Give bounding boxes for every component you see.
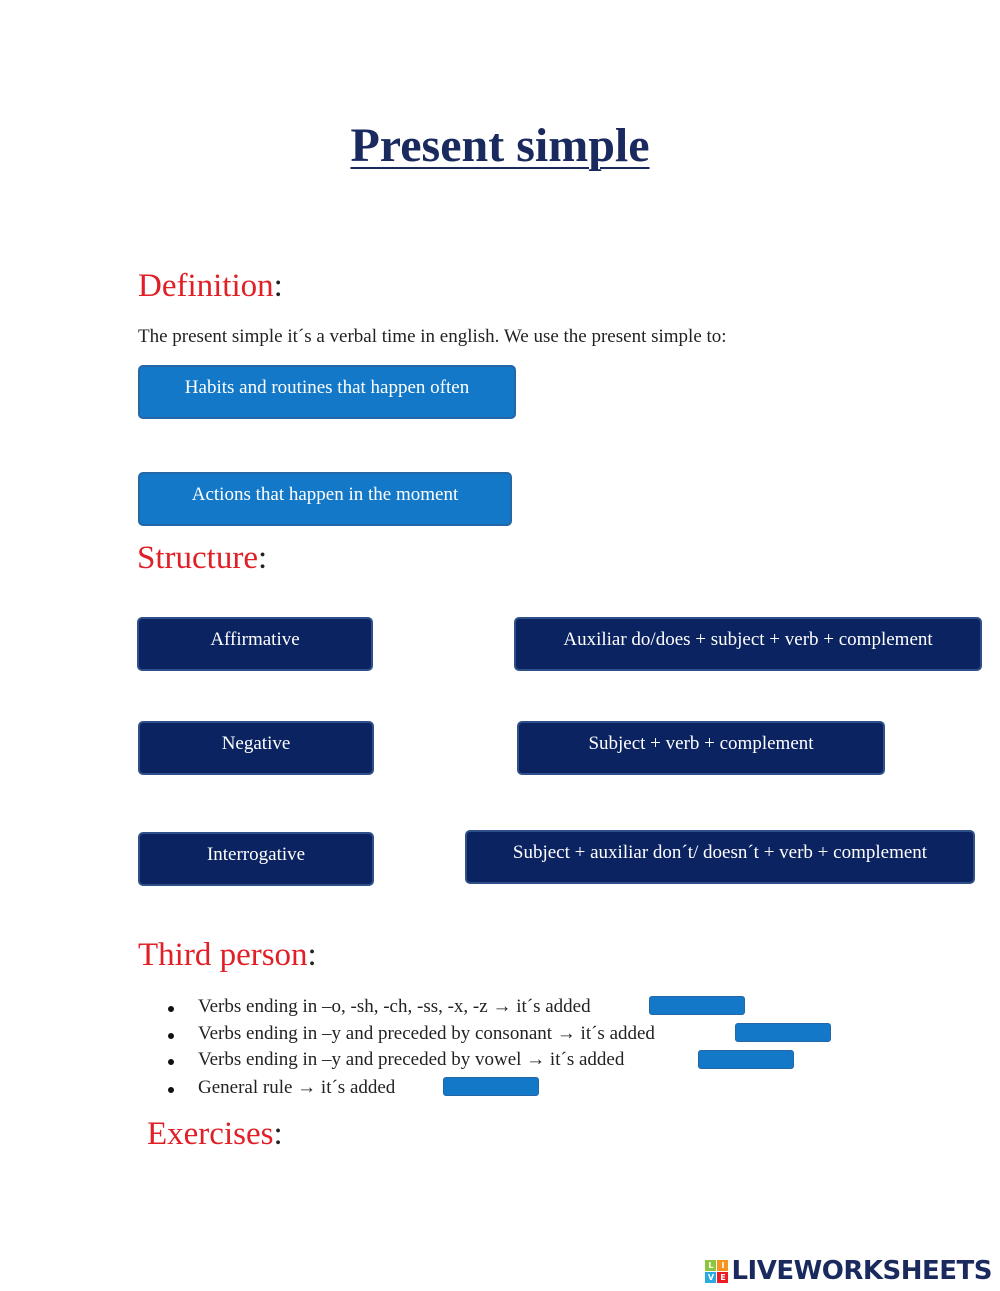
answer-slot-2[interactable] [735, 1023, 831, 1042]
definition-text: The present simple it´s a verbal time in english. We use the present simple to: [138, 326, 727, 347]
third-person-colon: : [307, 937, 317, 973]
definition-heading-label: Definition [138, 268, 274, 304]
rule-text: Verbs ending in –y and preceded by consonant → it´s added [198, 1023, 655, 1044]
third-person-heading-label: Third person [138, 937, 308, 973]
bullet-icon [168, 1087, 174, 1093]
structure-formula-2[interactable]: Subject + verb + complement [517, 721, 885, 775]
answer-slot-4[interactable] [443, 1077, 539, 1096]
structure-type-interrogative[interactable]: Interrogative [138, 832, 374, 886]
logo-mark-icon [705, 1260, 728, 1283]
logo-letter-i: I [717, 1260, 728, 1271]
page-title: Present simple [350, 119, 650, 172]
exercises-heading [147, 1116, 283, 1153]
bullet-icon [168, 1006, 174, 1012]
definition-heading [138, 268, 283, 305]
use-habits-box[interactable]: Habits and routines that happen often [138, 365, 516, 419]
structure-formula-1[interactable]: Auxiliar do/does + subject + verb + complement [514, 617, 982, 671]
exercises-heading-label: Exercises [147, 1116, 274, 1152]
bullet-icon [168, 1033, 174, 1039]
liveworksheets-logo[interactable] [705, 1256, 992, 1286]
use-actions-box[interactable]: Actions that happen in the moment [138, 472, 512, 526]
rule-text: Verbs ending in –o, -sh, -ch, -ss, -x, -z → it´s added [198, 996, 591, 1017]
structure-heading-label: Structure [137, 540, 258, 576]
exercises-colon: : [273, 1116, 283, 1152]
answer-slot-3[interactable] [698, 1050, 794, 1069]
structure-type-affirmative[interactable]: Affirmative [137, 617, 373, 671]
rule-text: Verbs ending in –y and preceded by vowel → it´s added [198, 1049, 625, 1070]
structure-colon: : [257, 540, 268, 576]
definition-colon: : [273, 268, 283, 304]
structure-heading [137, 540, 267, 577]
structure-type-negative[interactable]: Negative [138, 721, 374, 775]
logo-text: LIVEWORKSHEETS [731, 1256, 992, 1286]
bullet-icon [168, 1059, 174, 1065]
answer-slot-1[interactable] [649, 996, 745, 1015]
third-person-heading [138, 937, 317, 974]
logo-letter-e: E [717, 1272, 728, 1283]
rule-text: General rule → it´s added [198, 1077, 396, 1098]
logo-letter-v: V [705, 1272, 716, 1283]
logo-letter-l: L [705, 1260, 716, 1271]
structure-formula-3[interactable]: Subject + auxiliar don´t/ doesn´t + verb + complement [465, 830, 975, 884]
